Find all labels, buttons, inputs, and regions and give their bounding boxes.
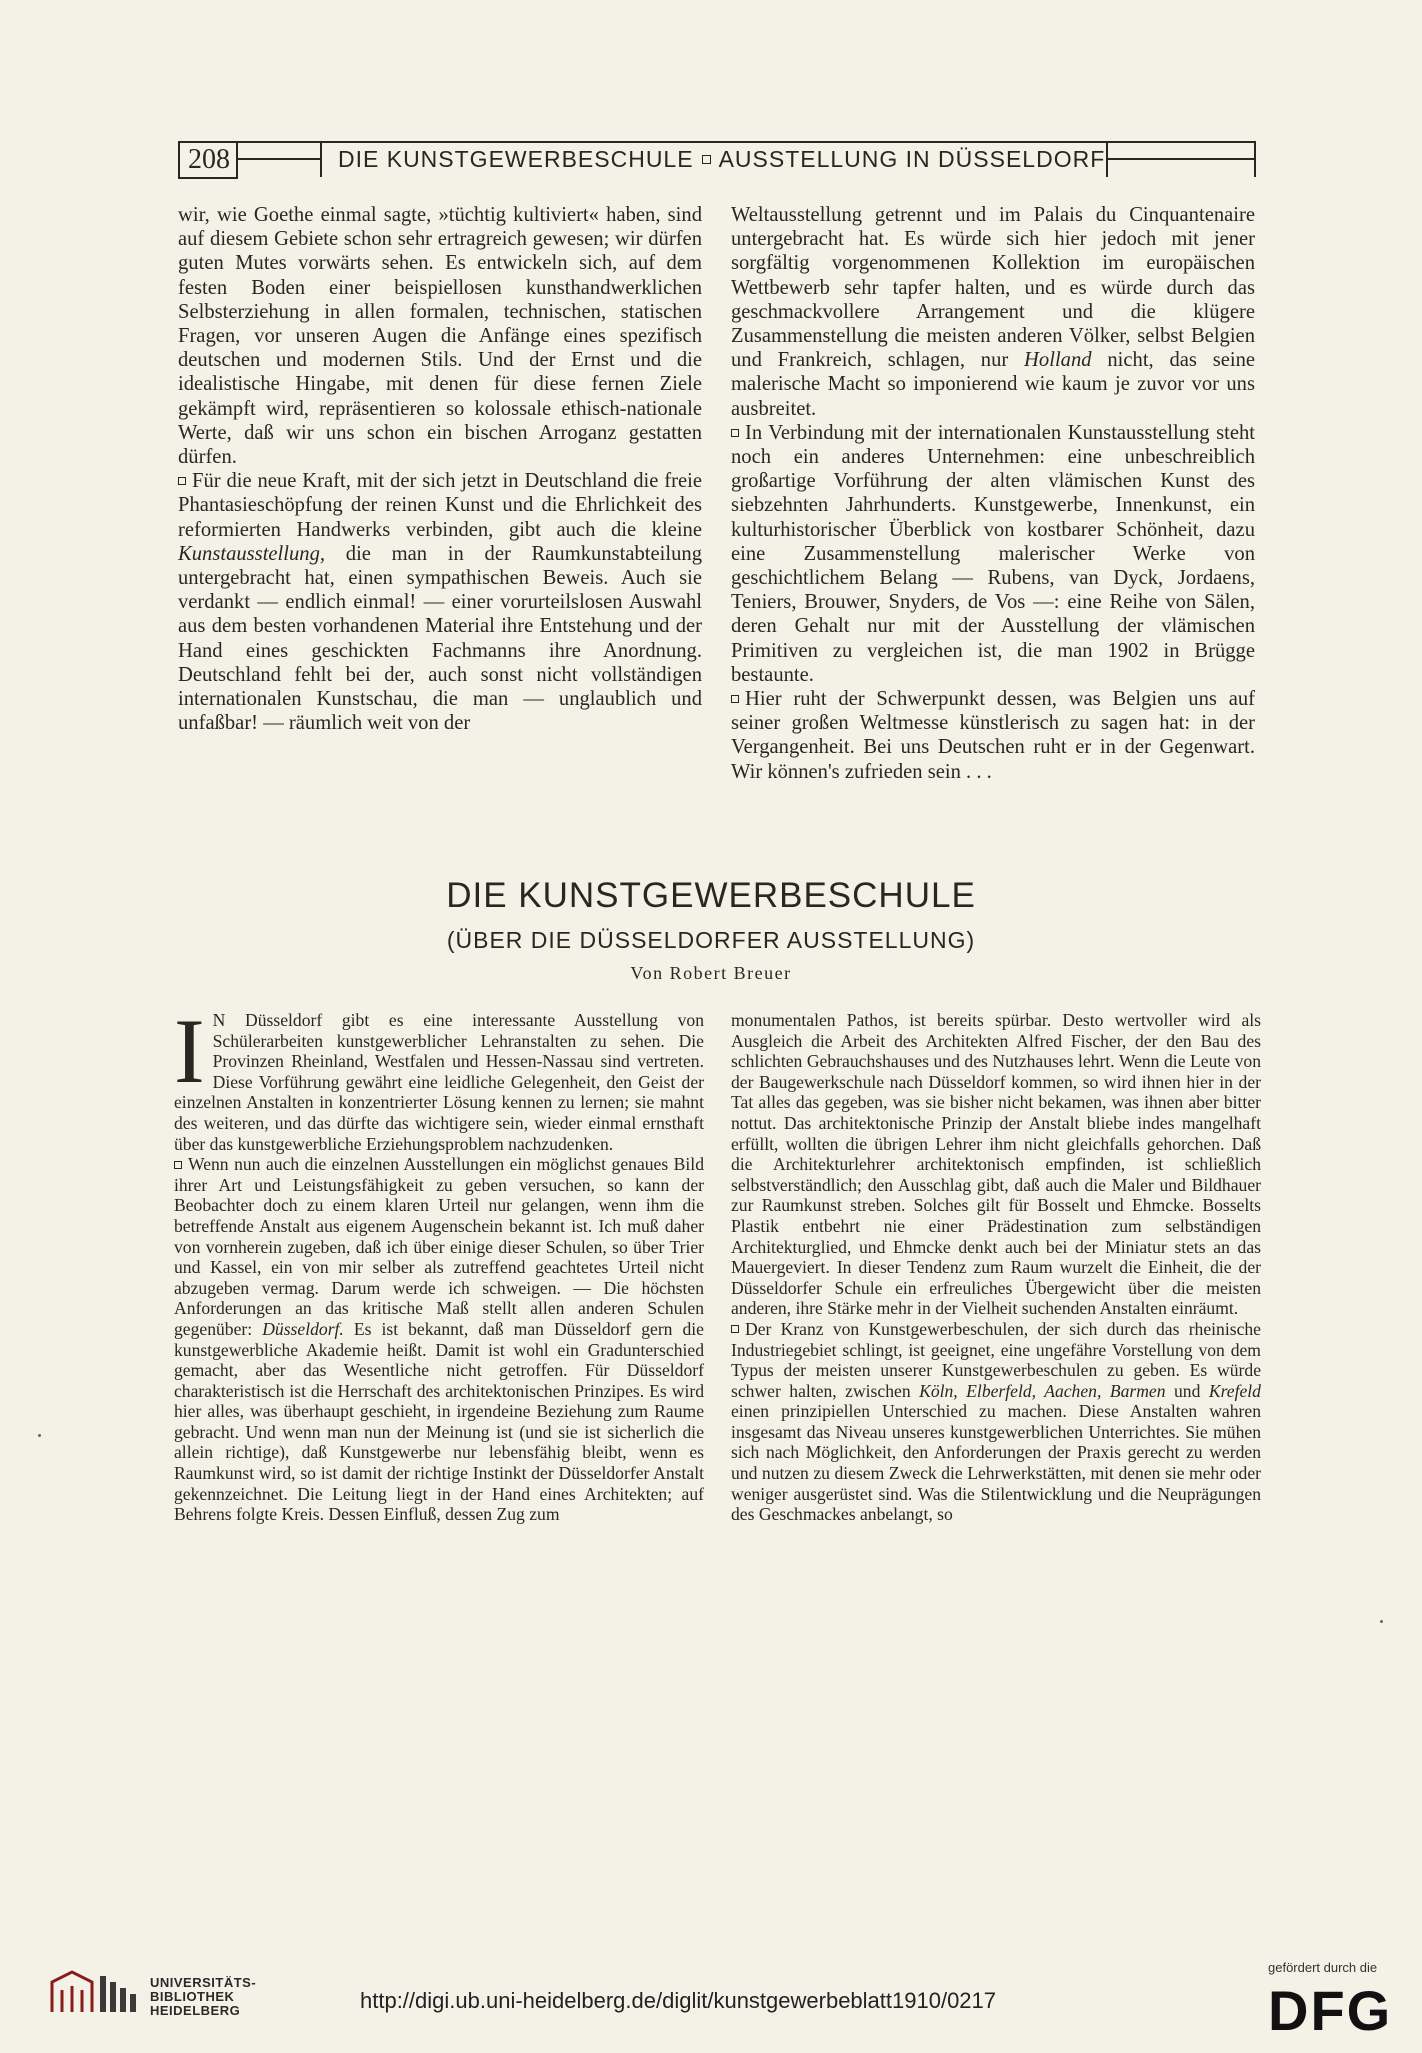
square-ornament-icon	[731, 695, 739, 703]
article-subtitle: (ÜBER DIE DÜSSELDORFER AUSSTELLUNG)	[446, 927, 976, 953]
square-ornament-icon	[178, 477, 186, 485]
paragraph: Der Kranz von Kunstgewerbeschulen, der sich durch das rheinische Industriegebiet schlingt, ist geeignet, eine ungefähre Vorstellung von dem Typus der meisten unserer Kunstgewerbeschulen zu geben. Es würde schwer halten, zwischen Köln, Elberfeld, Aachen, Barmen und Krefeld einen prinzipiellen Unterschied zu machen. Diese Anstalten wahren insgesamt das Niveau unseres kunstgewerblichen Unterrichtes. Sie mühen sich nach Möglichkeit, den Anforderungen der Praxis gerecht zu werden und nutzen zu diesem Zweck die Lehrwerkstätten, mit denen sie mehr oder weniger ausgerüstet sind. Was die Stilentwicklung und die Neuprägungen des Geschmackes anbelangt, so	[731, 1318, 1261, 1525]
drop-cap: I	[174, 1000, 205, 1102]
library-name: UNIVERSITÄTS- BIBLIOTHEK HEIDELBERG	[150, 1975, 257, 2018]
header-rule	[1108, 158, 1254, 160]
university-library-logo-icon	[42, 1962, 142, 2022]
bottom-right-column	[731, 1010, 1261, 1525]
paragraph: monumentalen Pathos, ist bereits spürbar. Desto wertvoller wird als Ausgleich die Arbeit des Architekten Alfred Fischer, der den Bau des schlichten Gebrauchshauses und des Nutzhauses lehrt. Wenn die Leute von der Baugewerkschule nach Düsseldorf kommen, so wird ihnen hier in der Tat alles das gegeben, was sie bisher nicht bekamen, was ihnen aber bitter nottut. Das architektonische Prinzip der Anstalt bliebe indes mangelhaft erfüllt, wollten die übrigen Lehrer ihm nicht gleichfalls gehorchen. Daß die Architekturlehrer architektonisch empfinden, ist schließlich selbstverständlich; den Ausschlag gibt, daß auch die Maler und Bildhauer zur Raumkunst streben. Solches gilt für Bosselt und Ehmcke. Bosselts Plastik entbehrt nie einer Prädestination zum selbständigen Architekturglied, und Ehmcke denkt auch bei der Miniatur stets an das Mauergeviert. In dieser Tendenz zum Raum wurzelt die Einheit, die der Düsseldorfer Schule ein erfreuliches Übergewicht über die meisten anderen, ihre Stärke mehr in der Vielheit suchenden Anstalten einräumt.	[731, 1010, 1261, 1319]
article-title: DIE KUNSTGEWERBESCHULE	[446, 876, 976, 915]
emphasis: Kunstausstellung,	[178, 542, 326, 565]
header-rule	[238, 158, 320, 160]
article-byline: Von Robert Breuer	[630, 963, 792, 983]
source-url-link[interactable]: http://digi.ub.uni-heidelberg.de/diglit/kunstgewerbeblatt1910/0217	[360, 1988, 997, 2013]
page-number: 208	[178, 141, 238, 179]
emphasis: Holland	[1024, 349, 1092, 372]
square-ornament-icon	[731, 429, 739, 437]
header-title-left: DIE KUNSTGEWERBESCHULE	[338, 146, 694, 172]
top-left-column	[178, 203, 702, 735]
header-title-right: AUSSTELLUNG IN DÜSSELDORF	[718, 146, 1106, 172]
running-header	[178, 141, 1256, 177]
paragraph: I N Düsseldorf gibt es eine interessante Ausstellung von Schülerarbeiten kunstgewerblicher Lehranstalten zu sehen. Die Provinzen Rheinland, Westfalen und Hessen-Nassau sind vertreten. Diese Vorführung gewährt eine leidliche Gelegenheit, den Geist der einzelnen Anstalten in konzentrierter Lösung kennen zu lernen; sie mahnt des weiteren, und das dürfte das wichtigere sein, wieder einmal ernsthaft über das kunstgewerbliche Erziehungsproblem nachzudenken.	[174, 1000, 704, 1154]
paragraph: Weltausstellung getrennt und im Palais du Cinquantenaire untergebracht hat. Es würde sich hier jedoch mit jener sorgfältig vorgenommenen Kollektion im europäischen Wettbewerb sehr tapfer halten, und es würde durch das geschmackvollere Arrangement und die klügere Zusammenstellung die meisten anderen Völker, selbst Belgien und Frankreich, schlagen, nur Holland nicht, das seine malerische Macht so imponierend wie kaum je zuvor vor uns ausbreitet.	[731, 204, 1256, 420]
funding-note: gefördert durch die	[1268, 1960, 1378, 1975]
emphasis: Köln, Elberfeld, Aachen, Barmen	[919, 1380, 1166, 1401]
header-rule-vertical	[1254, 141, 1256, 177]
emphasis: Krefeld	[1208, 1380, 1261, 1401]
square-ornament-icon	[174, 1161, 182, 1169]
bottom-left-column	[174, 1000, 704, 1525]
paragraph: wir, wie Goethe einmal sagte, »tüchtig kultiviert« haben, sind auf diesem Gebiete schon sehr ertragreich gewesen; wir dürfen guten Mutes vorwärts sehen. Es entwickeln sich, auf dem festen Boden einer beispiellosen kunsthandwerklichen Selbsterziehung in allen formalen, technischen, statischen Fragen, vor unseren Augen die Anfänge eines spezifisch deutschen und modernen Stils. Und der Ernst und die idealistische Hingabe, mit denen für diese fernen Ziele gekämpft wird, repräsentieren so kolossale ethisch-nationale Werte, daß wir uns schon ein bischen Arroganz gestatten dürfen.	[178, 204, 702, 469]
square-ornament-icon	[702, 155, 711, 164]
square-ornament-icon	[731, 1325, 739, 1333]
paper-speck	[38, 1434, 41, 1437]
paragraph: Hier ruht der Schwerpunkt dessen, was Belgien uns auf seiner großen Weltmesse künstlerisch zu sagen hat: in der Vergangenheit. Bei uns Deutschen ruht er in der Gegenwart. Wir können's zufrieden sein . . .	[731, 688, 1255, 783]
header-title	[338, 141, 1106, 177]
paragraph: Für die neue Kraft, mit der sich jetzt in Deutschland die freie Phantasieschöpfung der reinen Kunst und die Ehrlichkeit des reformierten Handwerks verbinden, gibt auch die kleine Kunstausstellung, die man in der Raumkunstabteilung untergebracht hat, einen sympathischen Beweis. Auch sie verdankt — endlich einmal! — einer vorurteilslosen Auswahl aus dem besten vorhandenen Material ihre Entstehung und der Hand eines geschickten Fachmanns ihre Anordnung. Deutschland fehlt bei der, auch sonst nicht vollständigen internationalen Kunstschau, die man — unglaublich und unfaßbar! — räumlich weit von der	[178, 470, 702, 735]
dfg-logo: DFG	[1268, 1979, 1393, 2042]
emphasis: Düsseldorf.	[262, 1318, 344, 1339]
header-rule-vertical	[320, 141, 322, 177]
top-right-column	[731, 203, 1255, 784]
paragraph: In Verbindung mit der internationalen Kunstausstellung steht noch ein anderes Unternehmen: eine unbeschreiblich großartige Vorführung der alten vlämischen Kunst des siebzehnten Jahrhunderts. Kunstgewerbe, Innenkunst, ein kulturhistorischer Überblick von kostbarer Schönheit, dazu eine Zusammenstellung malerischer Werke von geschichtlichem Belang — Rubens, van Dyck, Jordaens, Teniers, Brouwer, Snyders, de Vos —: eine Reihe von Sälen, deren Gehalt nur mit der Ausstellung der vlämischen Primitiven zu vergleichen ist, die man 1902 in Brügge bestaunte.	[731, 421, 1255, 686]
paper-speck	[1380, 1620, 1383, 1623]
paragraph: Wenn nun auch die einzelnen Ausstellungen ein möglichst genaues Bild ihrer Art und Leistungsfähigkeit zu geben versuchen, so kann der Beobachter doch zu einem klaren Urteil nur gelangen, wenn ihm die betreffende Anstalt aus eigenem Augenschein bekannt ist. Ich muß daher von vornherein zugeben, daß ich über einige dieser Schulen, so über Trier und Kassel, ein von mir selber als zutreffend geachtetes Urteil nicht abzugeben vermag. Darum werde ich schweigen. — Die höchsten Anforderungen an das kritische Maß stellt allen anderen Schulen gegenüber: Düsseldorf. Es ist bekannt, daß man Düsseldorf gern die kunstgewerbliche Akademie heißt. Damit ist wohl ein Gradunterschied gemacht, aber das Wesentliche nicht getroffen. Für Düsseldorf charakteristisch ist die Herrschaft des architektonischen Prinzipes. Es wird hier alles, was überhaupt geschieht, in irgendeine Beziehung zum Raume gebracht. Und wenn man nun der Meinung ist (und sie ist sicherlich die allein richtige), daß Kunstgewerbe nur lebensfähig bleibt, wenn es Raumkunst wird, so ist damit der richtige Instinkt der Düsseldorfer Anstalt gekennzeichnet. Die Leitung liegt in der Hand eines Architekten; auf Behrens folgte Kreis. Dessen Einfluß, dessen Zug zum	[174, 1154, 704, 1525]
